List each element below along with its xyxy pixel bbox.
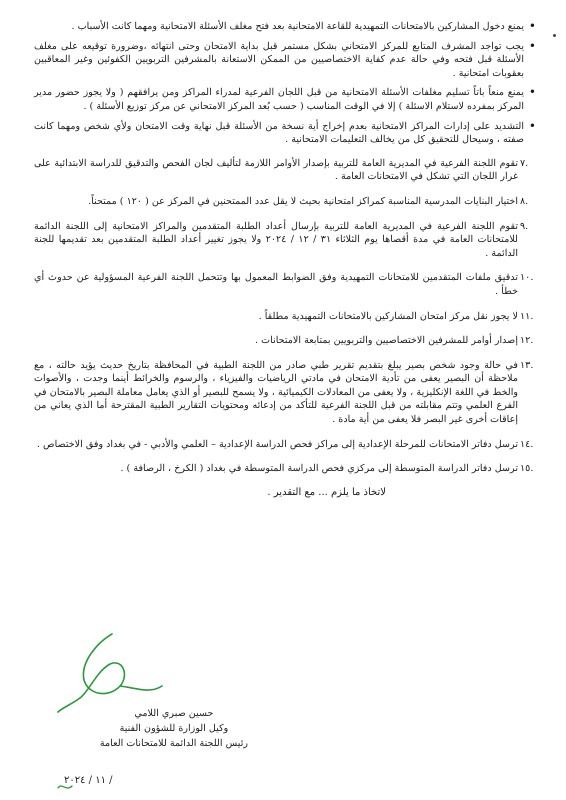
item-number: ١٥. xyxy=(520,463,534,475)
item-text: إصدار أوامر للمشرفين الاختصاصيين والتربويين بمتابعة الامتحانات . xyxy=(255,335,518,347)
item-number: ٨. xyxy=(520,195,529,207)
bullet-item: • يجب تواجد المشرف المتابع للمركز الامتحاني بشكل مستمر قبل بداية الامتحان وحتى انتهائه ،وضرورة توقيعه على مغلف الأسئلة قبل فتحه وفي حالة عدم كفاية الاختصاصيين من الممكن الاستعانة بالمشرفين التربويين الكفوئين وغير المعاقبين بعقوبات امتحانية . xyxy=(34,40,536,81)
item-number: ٩. xyxy=(520,220,529,232)
item-number: ١٠. xyxy=(520,272,534,284)
numbered-item xyxy=(34,195,536,209)
item-number: ١٣. xyxy=(520,359,534,371)
bullet-item: • يمنع دخول المشاركين بالامتحانات التمهيدية للقاعة الامتحانية بعد فتح مغلف الأسئلة الامتحانية ومهما كانت الأسباب . xyxy=(34,20,536,34)
item-text: لا يجوز نقل مركز امتحان المشاركين بالامتحانات التمهيدية مطلقاً . xyxy=(258,310,518,322)
closing-line: لاتخاذ ما يلزم ... مع التقدير . xyxy=(267,486,386,498)
numbered-item xyxy=(34,271,536,298)
item-text: تقوم اللجنة الفرعية في المديرية العامة للتربية بإصدار الأوامر اللازمة لتأليف لجان الفحص والتدقيق للدراسة الابتدائية على غرار اللجان التي تشكل في الامتحانات العامة . xyxy=(34,157,518,183)
numbered-list xyxy=(34,157,536,476)
signature-date: / ١١ / ٢٠٢٤ xyxy=(64,775,113,786)
bullet-list xyxy=(34,20,536,147)
bullet-item: • التشديد على إدارات المراكز الامتحانية بعدم إخراج أية نسخة من الأسئلة قبل نهاية وقت الامتحان ولأي شخص ومهما كانت صفته ، وسيحال للتحقيق كل من يخالف التعليمات الامتحانية . xyxy=(34,120,536,147)
signatory-title: وكيل الوزارة للشؤون الفنية xyxy=(119,723,229,734)
item-text: اختيار البنايات المدرسية المناسبة كمراكز امتحانية بحيث لا يقل عدد الممتحنين في المركز عن ( ١٢٠ ) ممتحناً. xyxy=(88,195,518,207)
item-text: تدقيق ملفات المتقدمين للامتحانات التمهيدية وفق الضوابط المعمول بها وتتحمل اللجنة الفرعية المسؤولية عن حدوث أي خطأ . xyxy=(34,272,518,297)
item-number: ١٤. xyxy=(520,438,534,450)
signature-stroke xyxy=(58,634,162,712)
numbered-item xyxy=(34,157,536,184)
signatory-committee: رئيس اللجنة الدائمة للامتحانات العامة xyxy=(99,738,248,749)
handwritten-signature xyxy=(50,628,170,718)
item-number: ٧. xyxy=(520,157,529,169)
numbered-item xyxy=(34,310,536,324)
margin-dot xyxy=(553,34,556,37)
item-text: ترسل دفاتر الامتحانات للمرحلة الإعدادية إلى مراكز فحص الدراسة الإعدادية – العلمي والأدبي - في بغداد وفق الاختصاص . xyxy=(36,438,518,450)
date-stroke xyxy=(58,786,72,788)
numbered-item xyxy=(34,359,536,427)
signatory xyxy=(100,706,248,751)
numbered-item xyxy=(34,220,536,261)
signatory-name: حسين صبري اللامي xyxy=(134,708,214,719)
item-text: في حالة وجود شخص بصير يبلغ بتقديم تقرير طبي صادر من اللجنة الطبية في المحافظة بتاريخ حديث يؤيد حالته ، مع ملاحظة أن البصير يعفى من تأدية الامتحان في مادتي الرياضيات والفيزياء ، والرسوم والخرائط أينما وجدت ، والأصوات والخط في اللغة الإنكليزية ، ولا يعفى من المعادلات الكيميائية ، ولا يسمح للبصير أو الذي يعامل معاملة البصير بالامتحان في الفرع العلمي وتتم مقابلته من قبل اللجنة الفرعية للتأكد من إدعائه ومحتويات التقارير الطبية المقترحة أما الذي يعاني من إعاقات أخرى غير البصر فلا يعفى من أية مادة . xyxy=(34,359,518,426)
numbered-item xyxy=(34,438,536,452)
item-number: ١١. xyxy=(520,310,534,322)
numbered-item xyxy=(34,334,536,348)
item-text: ترسل دفاتر الدراسة المتوسطة إلى مركزي فحص الدراسة المتوسطة في بغداد ( الكرخ ، الرصافة ) . xyxy=(120,463,518,475)
item-number: ١٢. xyxy=(520,335,534,347)
item-text: تقوم اللجنة الفرعية في المديرية العامة للتربية بإرسال أعداد الطلبة المتقدمين والمراكز الامتحانية إلى اللجنة الدائمة للامتحانات العامة في مدة أقصاها يوم الثلاثاء ٣١ / ١٢ / ٢٠٢٤ ولا يجوز تغيير أعداد الطلبة المتقدمين بعد تقديمها للجنة الدائمة . xyxy=(34,220,518,259)
numbered-item xyxy=(34,462,536,476)
bullet-item: • يمنع منعاً باتاً تسليم مغلفات الأسئلة الامتحانية من قبل اللجان الفرعية لمدراء المراكز ومن يرافقهم ( ولا يجوز حضور مدير المركز بمفرده لاستلام الاسئلة ) إلا في الوقت المناسب ( حسب بُعد المركز الامتحاني عن مركز توزيع الأسئلة ) . xyxy=(34,86,536,113)
